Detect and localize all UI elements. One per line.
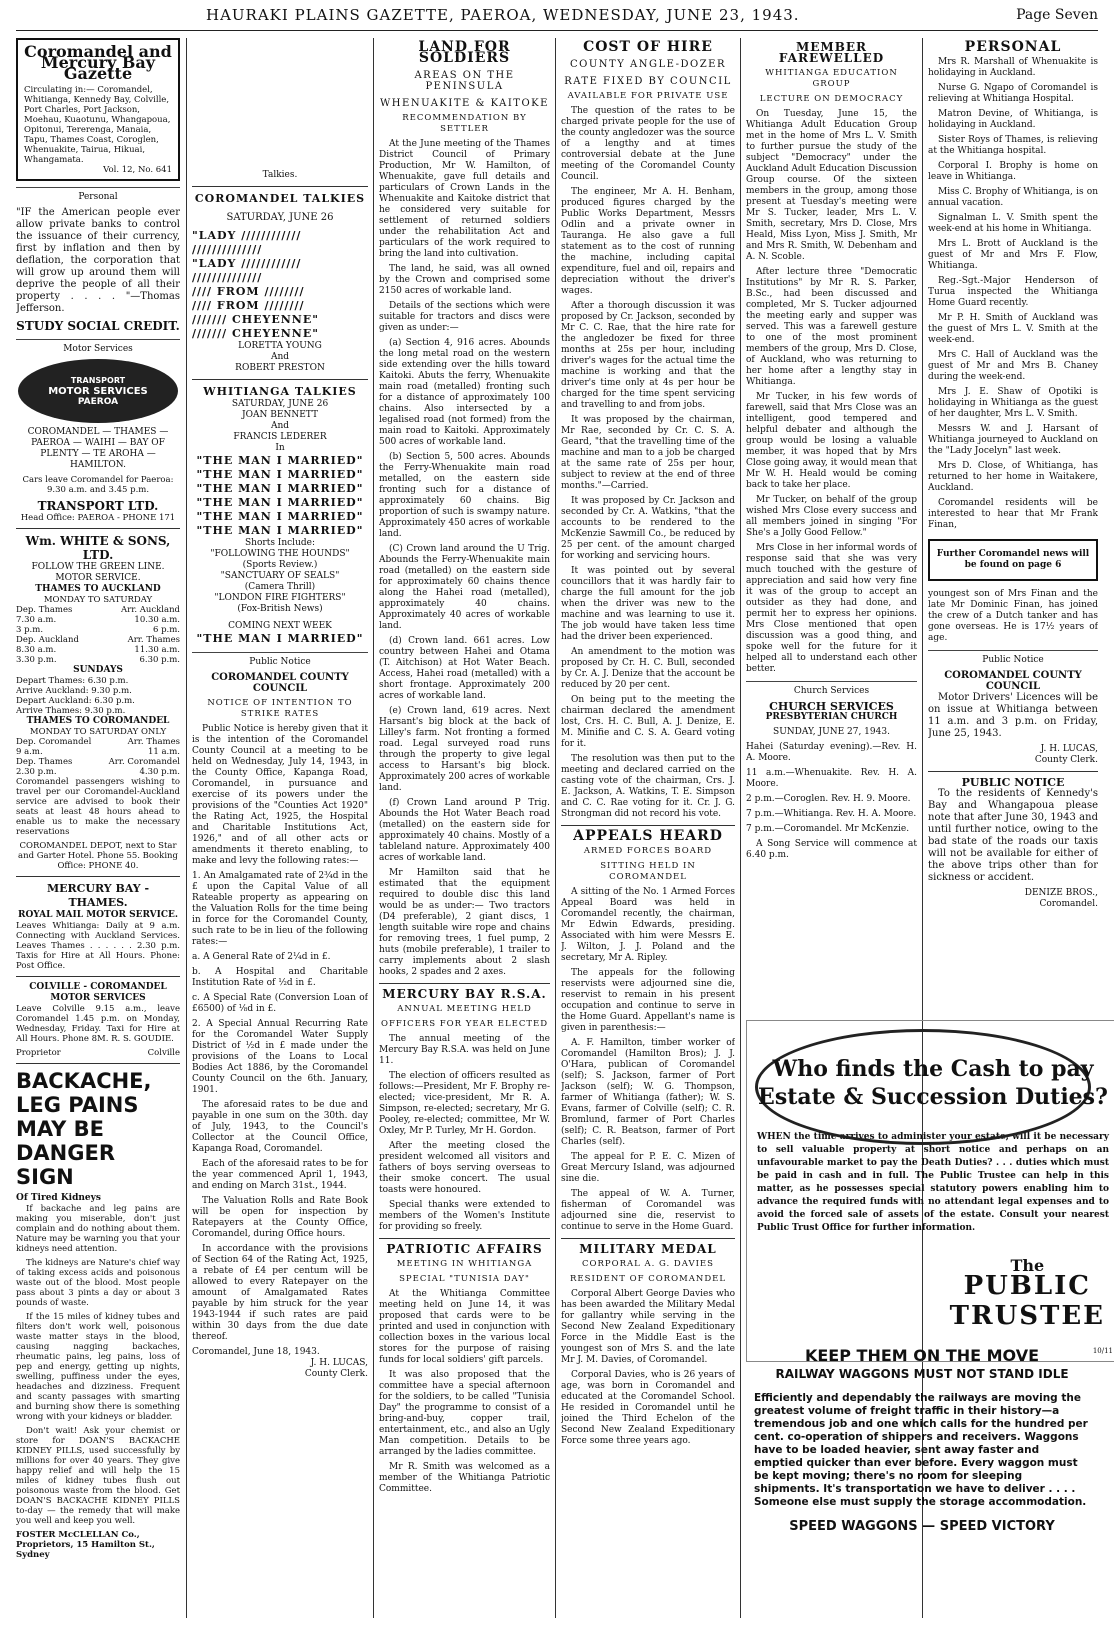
article-paragraph: On Tuesday, June 15, the Whitianga Adult Education Group met in the home of Mrs L. V. Smith to further pursue the study of the subject "Democracy" under the Auckland Adult Education Discussion Group course. Of the sixteen members in the group, among those present at Tuesday's meeting were Mr S. Tucker, leader, Mrs L. V. Smith, secretary, Mrs D. Close, Mrs Heald, Miss Lyon, Miss J. Smith, Mr and Mrs R. Smith, W. Debenham and A. N. Scoble.	[746, 109, 917, 262]
sundays-title: SUNDAYS	[73, 665, 123, 675]
column-3	[379, 38, 550, 1618]
article-paragraph: Mr Tucker, on behalf of the group wished Mrs Close every success and all members joined in singing "For She's a Jolly Good Fellow."	[746, 495, 917, 538]
article-paragraph: At the June meeting of the Thames District Council of Primary Production, Mr W. Hamilton, of Whenuakite, gave full details and particulars of Crown Lands in the Whenuakite and Kaitoke district that he considered very suitable for settlement of returned soldiers under the rehabilitation Act and particulars of the work required to bring the land into cultivation.	[379, 139, 550, 259]
article-headline: MEMBER FAREWELLED	[778, 40, 885, 65]
short-title: "SANCTUARY OF SEALS"	[220, 571, 340, 581]
council-title: COROMANDEL COUNTY COUNCIL	[211, 672, 349, 694]
page-number: Page Seven	[1016, 7, 1098, 23]
article-paragraph: It was proposed by the chairman, Mr Rae, seconded by Cr. C. S. A. Geard, "that the travelling time of the machine and man to a job be charged at the same rate of 25s per hour, subject to review at the end of three months."—Carried.	[561, 415, 735, 491]
film-title-line: "THE MAN I MARRIED"	[196, 454, 364, 467]
newspaper-title: HAURAKI PLAINS GAZETTE, PAEROA, WEDNESDAY, JUNE 23, 1943.	[206, 6, 800, 24]
personal-item: Mrs R. Marshall of Whenuakite is holidaying in Auckland.	[928, 57, 1098, 78]
foster-mcclellan: FOSTER McCLELLAN Co., Proprietors, 15 Hamilton St., Sydney	[16, 1530, 155, 1560]
notice-paragraph: The aforesaid rates to be due and payable in one sum on the 30th. day of July, 1943, to the Council's Collector at the Council Office, Kapanga Road, Coromandel.	[192, 1100, 368, 1154]
notice-paragraph: Each of the aforesaid rates to be for the year commenced April 1, 1943, and ending on March 31st., 1944.	[192, 1159, 368, 1191]
column-6	[928, 38, 1098, 1006]
personal-item: Coromandel residents will be interested to hear that Mr Frank Finan,	[928, 498, 1098, 530]
shorts-label: Shorts Include:	[245, 538, 315, 548]
article-paragraph: The land, he said, was all owned by the Crown and comprised some 2150 acres of workable land.	[379, 264, 550, 296]
sunday-time: Arrive Auckland: 9.30 p.m.	[16, 686, 132, 696]
article-paragraph: Mr R. Smith was welcomed as a member of the Whitianga Patriotic Committee.	[379, 1462, 550, 1494]
notice-paragraph: The Valuation Rolls and Rate Book will be open for inspection by Ratepayers at the County Office, Coromandel, during Office hours.	[192, 1196, 368, 1239]
service-item: A Song Service will commence at 6.40 p.m.	[746, 839, 917, 860]
notice-paragraph: In accordance with the provisions of Section 64 of the Rating Act, 1925, a rebate of £4 per centum will be allowed to every Ratepayer on the amount of Amalgamated Rates payable by him struck for the year 1943-1944 if such rates are paid within 30 days from the due date thereof.	[192, 1244, 368, 1342]
article-headline: LAND FOR SOLDIERS	[418, 39, 511, 66]
backache-paragraph: The kidneys are Nature's chief way of taking excess acids and poisonous waste out of the blood. Most people pass about 3 pints a day or about 3 pounds of waste.	[16, 1258, 180, 1308]
rate-item: b. A Hospital and Charitable Institution Rate of ½d in £.	[192, 967, 368, 988]
coromandel-talkies: COROMANDEL TALKIES	[194, 192, 366, 205]
film-title-line: "THE MAN I MARRIED"	[196, 496, 364, 509]
article-subhead: COUNTY ANGLE-DOZER	[570, 59, 726, 70]
rate-item: a. A General Rate of 2¼d in £.	[192, 952, 331, 962]
short-caption: (Sports Review.)	[242, 560, 318, 570]
signatory: J. H. LUCAS,	[1040, 744, 1098, 754]
public-trustee-logo	[949, 1256, 1105, 1331]
personal-item: Matron Devine, of Whitianga, is holidaying in Auckland.	[928, 109, 1098, 130]
article-subhead: RESIDENT OF COROMANDEL	[570, 1274, 726, 1284]
personal-item: Sister Roys of Thames, is relieving at the Whitianga hospital.	[928, 135, 1098, 156]
article-paragraph: It was also proposed that the committee have a special afternoon for the soldiers, to be called "Tunisia Day" the programme to consist of a bring-and-buy, copper trail, entertainment, etc., and also an Ugly Man competition. Details to be arranged by the ladies committee.	[379, 1370, 550, 1457]
article-paragraph: It was pointed out by several councillors that it was hardly fair to charge the full amount for the job when the driver was new to the machine and was learning to use it. The job would have taken less time had the driver been experienced.	[561, 566, 735, 642]
article-subhead: CORPORAL A. G. DAVIES	[582, 1259, 714, 1269]
personal-item: Mrs L. Brott of Auckland is the guest of Mr and Mrs F. Flow, Whitianga.	[928, 239, 1098, 271]
article-paragraph: Details of the sections which were suitable for tractors and discs were given as under:—	[379, 301, 550, 333]
notice-title: PUBLIC NOTICE	[961, 776, 1065, 789]
sched-label: Arr. Thames	[127, 635, 180, 645]
notice-date: Coromandel, June 18, 1943.	[192, 1347, 320, 1357]
thames-coromandel-title: THAMES TO COROMANDEL	[26, 716, 170, 726]
personal-item: Nurse G. Ngapo of Coromandel is relieving at Whitianga Hospital.	[928, 83, 1098, 104]
article-paragraph: (b) Section 5, 500 acres. Abounds the Ferry-Whenuakite main road metalled, on the eastern side fronting such for a distance of approximately 60 chains. Big proportion of such is swampy nature. Approximately 450 acres of workable land.	[379, 452, 550, 539]
study-social-credit: STUDY SOCIAL CREDIT.	[16, 319, 180, 333]
royal-mail-times: Leaves Whitianga: Daily at 9 a.m. Connecting with Auckland Services. Leaves Thames . . . . . . 2.30 p.m. Taxis for Hire at All Hours. Phone: Post Office.	[16, 921, 180, 971]
personal-item: Mrs C. Hall of Auckland was the guest of Mr and Mrs B. Chaney during the week-end.	[928, 350, 1098, 382]
article-paragraph: The resolution was then put to the meeting and declared carried on the casting vote of the chairman, Crs. J. E. Jackson, A. Watkins, T. E. Simpson and C. C. Rae voting for it. Cr. J. G. Strongman did not record his vote.	[561, 754, 735, 819]
ad-subhead: RAILWAY WAGGONS MUST NOT STAND IDLE	[775, 1367, 1069, 1381]
article-paragraph: (a) Section 4, 916 acres. Abounds the long metal road on the western side extending over the hills toward Kaitoki. Abuts the ferry, Whenuakite main road (metalled) fronting such for a distance of approximately 100 chains. Also intersected by a legalised road (not formed) from the main road to Kaitoki. Approximately 500 acres of workable land.	[379, 338, 550, 447]
sched-label: Arr. Thames	[127, 737, 180, 747]
sched-label: Dep. Coromandel	[16, 737, 92, 747]
column-5	[746, 38, 917, 1006]
transport-ltd: TRANSPORT LTD.	[37, 499, 159, 513]
article-subhead: AVAILABLE FOR PRIVATE USE	[567, 91, 729, 101]
article-paragraph: It was proposed by Cr. Jackson and seconded by Cr. A. Watkins, "that the accounts to be rendered to the McKenzie Sawmill Co., be reduced by 25 per cent. of the amount charged for working and servicing hours.	[561, 496, 735, 561]
route-text: COROMANDEL — THAMES — PAEROA — WAIHI — BAY OF PLENTY — TE AROHA — HAMILTON.	[27, 427, 169, 470]
film-title-line: "THE MAN I MARRIED"	[196, 468, 364, 481]
article-paragraph: After lecture three "Democratic Institutions" by Mr R. S. Parker, B.Sc., had been discussed and completed, Mr S. Tucker adjourned the meeting early and supper was served. This was a farewell gesture to one of the most prominent members of the group, Mrs D. Close, of Auckland, who was returning to her home after a lengthy stay in Whitianga.	[746, 267, 917, 387]
coming-next-week: COMING NEXT WEEK	[228, 621, 332, 631]
schedule-days: MONDAY TO SATURDAY	[43, 595, 153, 605]
service-item: 2 p.m.—Coroglen. Rev. H. 9. Moore.	[746, 794, 911, 804]
article-paragraph: (d) Crown land. 661 acres. Low country between Hahei and Otama (T. Aitchison) at Hot Water Beach. Access, Hahei road (metalled) with a short frontage. Approximately 200 acres of workable land.	[379, 636, 550, 701]
signatory-title: Coromandel.	[1039, 899, 1098, 909]
ad-headline: Estate & Succession Duties?	[758, 1084, 1108, 1110]
proprietor-town: Colville	[147, 1048, 180, 1058]
personal-item: youngest son of Mrs Finan and the late Mr Dominic Finan, has joined the crew of a Dutch tanker and has gone overseas. He is 17½ years of age.	[928, 589, 1098, 643]
booking-advice: Coromandel passengers wishing to travel per our Coromandel-Auckland service are advised to book their seats at least 48 hours ahead to enable us to make the necessary reservations	[16, 777, 180, 837]
film-title-line: "THE MAN I MARRIED"	[196, 632, 364, 645]
article-headline: MILITARY MEDAL	[579, 1242, 717, 1256]
article-subhead: SPECIAL "TUNISIA DAY"	[399, 1274, 530, 1284]
personal-item: Mrs D. Close, of Whitianga, has returned to her home in Waitakere, Auckland.	[928, 461, 1098, 493]
depot-info: COROMANDEL DEPOT, next to Star and Garter Hotel. Phone 55. Booking Office: PHONE 40.	[18, 841, 178, 871]
church-name: PRESBYTERIAN CHURCH	[765, 712, 898, 722]
film-title-line: /////// CHEYENNE"	[192, 327, 319, 340]
sched-time: 9 a.m.	[16, 747, 43, 757]
film-title-line: "THE MAN I MARRIED"	[196, 510, 364, 523]
ad-headline: KEEP THEM ON THE MOVE	[804, 1346, 1040, 1365]
film-title-line: "THE MAN I MARRIED"	[196, 482, 364, 495]
sched-label: Dep. Thames	[16, 757, 73, 767]
ad-body: Efficiently and dependably the railways are moving the greatest volume of freight traffic in their history—a tremendous job and one which calls for the hundred per cent. co-operation of shippers and receivers. Waggons have to be loaded heavier, sent away faster and emptied quicker than ever before. Every waggon must be kept moving; there's no room for sleeping shipments. It's transportation we have to deliver . . . . Someone else must supply the storage accommodation.	[754, 1392, 1088, 1508]
personal-item: Mrs J. E. Shaw of Opotiki is holidaying in Whitianga as the guest of her daughter, Mrs L. V. Smith.	[928, 387, 1098, 419]
public-trustee-ad	[746, 1020, 1114, 1365]
article-paragraph: After a thorough discussion it was proposed by Cr. Jackson, seconded by Mr C. C. Rae, that the hire rate for the angledozer be fixed for three months at 25s per hour, including driver's wages for the actual time the machine is working and that the driver's time only at 4s per hour be charged for the time spent servicing and travelling to and from jobs.	[561, 301, 735, 410]
short-caption: (Fox-British News)	[237, 604, 323, 614]
article-paragraph: Mrs Close in her informal words of response said that she was very much touched with the gesture of appreciation and said how very fine it was of the group to accept an outsider as they had done, and permit her to express her opinions. Mrs Close mentioned that open discussion was a good thing, and spoke well for the future for it helped all to understand each other better.	[746, 543, 917, 674]
article-paragraph: The appeal of W. A. Turner, fisherman of Coromandel was adjourned sine die, reservist to continue to serve in the Home Guard.	[561, 1189, 735, 1232]
notice-title: NOTICE OF INTENTION TO STRIKE RATES	[207, 698, 353, 719]
article-paragraph: Corporal Davies, who is 26 years of age, was born in Coromandel and educated at the Coromandel School. He resided in Coromandel until he joined the Third Echelon of the Second New Zealand Expeditionary Force some three years ago.	[561, 1370, 735, 1446]
section-label: Public Notice	[192, 652, 368, 668]
sunday-time: Depart Auckland: 6.30 p.m.	[16, 696, 135, 706]
article-headline: PATRIOTIC AFFAIRS	[386, 1242, 543, 1256]
sched-time: 4.30 p.m.	[139, 767, 180, 777]
section-label: Church Services	[746, 681, 917, 697]
personal-item: Corporal I. Brophy is home on leave in Whitianga.	[928, 161, 1098, 182]
short-title: "LONDON FIRE FIGHTERS"	[214, 593, 346, 603]
star-name: JOAN BENNETT	[242, 410, 318, 420]
service-item: 7 p.m.—Whitianga. Rev. H. A. Moore.	[746, 809, 917, 819]
signatory-title: County Clerk.	[304, 1369, 368, 1379]
logo-text: TRANSPORT	[70, 375, 126, 385]
screening-date: SATURDAY, JUNE 26	[231, 399, 329, 409]
article-subhead: SITTING HELD IN COROMANDEL	[600, 861, 696, 882]
railway-ad	[746, 1344, 1098, 1614]
article-paragraph: The appeals for the following reservists were adjourned sine die, reservist to remain in his present occupation and continue to serve in the Home Guard. Appellant's name is given in parenthesis:—	[561, 968, 735, 1033]
council-title: COROMANDEL COUNTY COUNCIL	[944, 670, 1082, 692]
article-paragraph: A sitting of the No. 1 Armed Forces Appeal Board was held in Coromandel recently, the chairman, Mr Edwin Edwards, presiding. Associated with him were Messrs E. J. Wilton, J. J. Poland and the secretary, Mr A. Ripley.	[561, 887, 735, 963]
personal-item: Mr P. H. Smith of Auckland was the guest of Mrs L. V. Smith at the week-end.	[928, 313, 1098, 345]
and-label: And	[270, 352, 290, 362]
departure-times: Cars leave Coromandel for Paeroa: 9.30 a.m. and 3.45 p.m.	[22, 475, 174, 495]
sched-time: 8.30 a.m.	[16, 645, 57, 655]
sched-time: 3 p.m.	[16, 625, 44, 635]
colville-times: Leave Colville 9.15 a.m., leave Coromandel 1.45 p.m. on Monday, Wednesday, Friday. Taxi for Hire at All Hours. Phone 8M. R. S. GOUDIE.	[16, 1004, 180, 1044]
article-subhead: ARMED FORCES BOARD	[583, 846, 713, 856]
section-label: Motor Services	[16, 339, 180, 355]
article-subhead: WHITIANGA EDUCATION GROUP	[765, 68, 898, 89]
head-office: Head Office: PAEROA - PHONE 171	[20, 513, 176, 523]
sched-time: 6 p.m.	[152, 625, 180, 635]
transport-logo	[18, 359, 178, 423]
article-paragraph: Mr Tucker, in his few words of farewell, said that Mrs Close was an intelligent, good tempered and helpful debater and although the group would be losing a valuable member, it was hoped that by Mrs Close going away, it would mean that Mr W. H. Heald would be coming back to take her place.	[746, 392, 917, 490]
volume-number: Vol. 12, No. 641	[103, 165, 172, 175]
section-label: Personal	[16, 187, 180, 203]
ad-footer: SPEED WAGGONS — SPEED VICTORY	[789, 1519, 1055, 1534]
article-subhead: WHENUAKITE & KAITOKE	[380, 98, 549, 109]
article-paragraph: (C) Crown land around the U Trig. Abounds the Ferry-Whenuakite main road (metalled) on the eastern side for approximately 60 chains thence along the Hahei road (metalled), approximately 40 chains. Approximately 40 acres of workable land.	[379, 544, 550, 631]
logo-text: The	[1010, 1256, 1045, 1275]
film-title-line: "THE MAN I MARRIED"	[196, 524, 364, 537]
film-title-line: /////// CHEYENNE"	[192, 313, 319, 326]
gazette-title: Coromandel and Mercury Bay Gazette	[24, 42, 172, 83]
proprietor-label: Proprietor	[16, 1048, 61, 1058]
sched-time: 11 a.m.	[147, 747, 180, 757]
sched-time: 3.30 p.m.	[16, 655, 57, 665]
in-label: In	[275, 443, 285, 453]
rate-item: 1. An Amalgamated rate of 2¾d in the £ upon the Capital Value of all Rateable property as appearing on the Valuation Rolls for the time being in force for the Coromandel County, such rate to be in lieu of the following rates:—	[192, 871, 368, 947]
whitianga-talkies: WHITIANGA TALKIES	[203, 385, 357, 398]
column-rule	[186, 38, 187, 1618]
star-name: ROBERT PRESTON	[235, 363, 325, 373]
personal-item: Miss C. Brophy of Whitianga, is on annual vacation.	[928, 187, 1098, 208]
film-title-line: //// FROM ////////	[192, 285, 305, 298]
schedule-days: MONDAY TO SATURDAY ONLY	[29, 727, 167, 737]
sunday-time: Arrive Thames: 9.30 p.m.	[16, 706, 126, 716]
article-subhead: ANNUAL MEETING HELD	[397, 1004, 532, 1014]
sunday-time: Depart Thames: 6.30 p.m.	[16, 676, 129, 686]
column-rule	[740, 38, 741, 1618]
sched-label: Dep. Auckland	[16, 635, 79, 645]
and-label: And	[270, 421, 290, 431]
sched-time: 7.30 a.m.	[16, 615, 57, 625]
church-title: CHURCH SERVICES	[769, 700, 894, 713]
personal-list	[928, 57, 1098, 531]
sched-label: Arr. Coromandel	[108, 757, 180, 767]
article-paragraph: The question of the rates to be charged private people for the use of the county angledozer was the source of a lengthy and at times controversial debate at the June meeting of the Coromandel County Council.	[561, 106, 735, 182]
further-news-box: Further Coromandel news will be found on page 6	[928, 539, 1098, 581]
article-paragraph: The annual meeting of the Mercury Bay R.S.A. was held on June 11.	[379, 1034, 550, 1066]
personal-item: Signalman L. V. Smith spent the week-end at his home in Whitianga.	[928, 213, 1098, 234]
article-paragraph: A. F. Hamilton, timber worker of Coromandel (Hamilton Bros); J. J. O'Hara, publican of Coromandel (self); S. Jackson, farmer of Port Jackson (self); W. G. Thompson, farmer of Whitianga (father); W. S. Evans, farmer of Colville (self); C. R. Bromlund, farmer of Port Charles (self); C. R. Beatson, farmer of Port Charles (self).	[561, 1038, 735, 1147]
service-item: 11 a.m.—Whenuakite. Rev. H. A. Moore.	[746, 768, 917, 789]
article-paragraph: An amendment to the motion was proposed by Cr. H. C. Bull, seconded by Cr. A. J. Denize that the account be reduced by 20 per cent.	[561, 647, 735, 690]
section-label: Public Notice	[928, 650, 1098, 666]
colville-title: COLVILLE - COROMANDEL MOTOR SERVICES	[29, 982, 167, 1003]
white-sons-title: Wm. WHITE & SONS, LTD.	[25, 534, 171, 562]
logo-text: PUBLIC	[963, 1271, 1091, 1301]
article-subhead: AREAS ON THE PENINSULA	[414, 70, 515, 92]
service-item: 7 p.m.—Coromandel. Mr McKenzie.	[746, 824, 910, 834]
star-name: FRANCIS LEDERER	[233, 432, 327, 442]
article-subhead: MEETING IN WHITIANGA	[396, 1259, 533, 1269]
signatory: DENIZE BROS.,	[1024, 888, 1098, 898]
film-title-line: //////////////	[192, 271, 263, 284]
notice-paragraph: To the residents of Kennedy's Bay and Whangapoua please note that after June 30, 1943 and until further notice, owing to the bad state of the roads our taxis will not be available for either of the above trips other than for sickness or accident.	[928, 788, 1098, 883]
short-title: "FOLLOWING THE HOUNDS"	[210, 549, 350, 559]
logo-text: TRUSTEE	[949, 1301, 1105, 1331]
screening-date: SATURDAY, JUNE 26	[226, 212, 334, 223]
service-date: SUNDAY, JUNE 27, 1943.	[773, 727, 890, 737]
article-paragraph: Special thanks were extended to members of the Women's Institute for providing so freely.	[379, 1200, 550, 1232]
ad-headline: Who finds the Cash to pay	[772, 1056, 1094, 1082]
signatory-title: County Clerk.	[1034, 755, 1098, 765]
sched-time: 11.30 a.m.	[134, 645, 180, 655]
article-headline: COST OF HIRE	[583, 39, 713, 55]
royal-mail-title: ROYAL MAIL MOTOR SERVICE.	[17, 910, 179, 920]
article-subhead: LECTURE ON DEMOCRACY	[759, 94, 904, 104]
sched-label: Dep. Thames	[16, 605, 73, 615]
article-headline: MERCURY BAY R.S.A.	[382, 987, 547, 1001]
signatory: J. H. LUCAS,	[310, 1358, 368, 1368]
star-name: LORETTA YOUNG	[238, 341, 322, 351]
article-paragraph: After the meeting closed the president welcomed all visitors and fathers of boys serving overseas to their smoke concert. The usual toasts were honoured.	[379, 1141, 550, 1195]
film-title-line: //// FROM ////////	[192, 299, 305, 312]
backache-paragraph: If the 15 miles of kidney tubes and filters don't work well, poisonous waste matter stays in the blood, causing nagging backaches, rheumatic pains, leg pains, loss of pep and energy, getting up nights, swelling, puffiness under the eyes, headaches and dizziness. Frequent and scanty passages with smarting and burning show there is something wrong with your kidneys or bladder.	[16, 1312, 180, 1422]
sched-time: 6.30 p.m.	[139, 655, 180, 665]
gazette-box	[16, 38, 180, 181]
article-paragraph: The appeal for P. E. C. Mizen of Great Mercury Island, was adjourned sine die.	[561, 1152, 735, 1184]
column-1	[16, 38, 180, 1618]
short-caption: (Camera Thrill)	[244, 582, 316, 592]
article-subhead: RATE FIXED BY COUNCIL	[564, 76, 732, 87]
backache-paragraph: If backache and leg pains are making you miserable, don't just complain and do nothing about them. Nature may be warning you that your kidneys need attention.	[16, 1204, 180, 1254]
article-paragraph: At the Whitianga Committee meeting held on June 14, it was proposed that cards were to be printed and used in conjunction with collection boxes in the various local stores for the purpose of raising funds for local soldiers' gift parcels.	[379, 1289, 550, 1365]
masthead	[16, 8, 1098, 31]
film-title-line: "LADY ////////////	[192, 257, 302, 270]
column-rule	[555, 38, 556, 1618]
article-paragraph: Mr Hamilton said that he estimated that the equipment required to double disc this land would be as under:— Two tractors (D4 preferable), 2 giant discs, 1 length suitable wire rope and chains for removing trees, 1 fuel pump, 2 huts (mobile preferable), 1 trailer to carry implements about 2 slash hooks, 2 spades and 2 axes.	[379, 868, 550, 977]
backache-subhead: Of Tired Kidneys	[16, 1193, 101, 1203]
article-subhead: RECOMMENDATION BY SETTLER	[402, 113, 527, 134]
jefferson-quote: "IF the American people ever allow private banks to control the issuance of their currency, first by inflation and then by deflation, the corporation that will grow up around them will deprive the people of all their property . . . . "—Thomas Jefferson.	[16, 207, 180, 314]
article-headline: APPEALS HEARD	[573, 828, 723, 844]
logo-text: PAEROA	[77, 396, 119, 407]
column-4	[561, 38, 735, 1618]
thames-auckland-title: THAMES TO AUCKLAND	[35, 584, 161, 594]
green-line: FOLLOW THE GREEN LINE. MOTOR SERVICE.	[31, 562, 165, 583]
article-paragraph: (e) Crown land, 619 acres. Next Harsant's big block at the back of Lilley's farm. Not fronting a formed road. Legal surveyed road runs through the property to give legal access to Harsant's big block. Approximately 200 acres of workable land.	[379, 706, 550, 793]
article-paragraph: The engineer, Mr A. H. Benham, produced figures charged by the Public Works Department, Messrs Odlin and a private owner in Tauranga. He also gave a full statement as to the cost of running the machine, including capital expenditure, fuel and oil, repairs and depreciation without the driver's wages.	[561, 187, 735, 296]
ad-code: 10/11	[1092, 1347, 1113, 1355]
column-2	[192, 38, 368, 1618]
backache-headline: BACKACHE, LEG PAINS MAY BE DANGER SIGN	[16, 1069, 152, 1189]
notice-paragraph: Public Notice is hereby given that it is the intention of the Coromandel County Council at a meeting to be held on Wednesday, July 14, 1943, in the County Office, Kapanga Road, Coromandel, in pursuance and exercise of its powers under the provisions of the "Counties Act 1920" the Rating Act, 1925, the Hospital and Charitable Institutions Act, 1926," and of all other acts or amendments it thereto enabling, to make and levy the following rates:—	[192, 724, 368, 866]
personal-item: Reg.-Sgt.-Major Henderson of Turua inspected the Whitianga Home Guard recently.	[928, 276, 1098, 308]
notice-paragraph: Motor Drivers' Licences will be on issue at Whitianga between 11 a.m. and 3 p.m. on Friday, June 25, 1943.	[928, 692, 1098, 739]
ad-body: WHEN the time arrives to administer your estate, will it be necessary to sell valuable property at short notice and perhaps on an unfavourable market to pay the Death Duties? . . . duties which must be paid in cash and in full. The Public Trustee can help in this matter, as he possesses special statutory powers enabling him to advance the required funds with no attendant legal expenses and to avoid the forced sale of assets of the estate. Consult your nearest Public Trust Office for further information.	[757, 1132, 1109, 1233]
article-paragraph: (f) Crown Land around P Trig. Abounds the Hot Water Beach road (metalled) on the eastern side for approximately 40 chains. Mostly of a tableland nature. Approximately 400 acres of workable land.	[379, 798, 550, 863]
rate-item: 2. A Special Annual Recurring Rate for the Coromandel Water Supply District of ½d in £ made under the provisions of the Loans to Local Bodies Act 1886, by the Coromandel County Council on the 6th. January, 1901.	[192, 1019, 368, 1095]
circulation-text: Circulating in:— Coromandel, Whitianga, Kennedy Bay, Colville, Port Charles, Port Jackson, Moehau, Kuaotunu, Whangapoua, Opitonui, Tererenga, Manaia, Tapu, Thames Coast, Coroglen, Whenuakite, Tairua, Hikuai, Whangamata.	[24, 85, 171, 165]
personal-item: Messrs W. and J. Harsant of Whitianga journeyed to Auckland on the "Lady Jocelyn" last week.	[928, 424, 1098, 456]
article-subhead: OFFICERS FOR YEAR ELECTED	[380, 1019, 549, 1029]
mercury-bay-title: MERCURY BAY - THAMES.	[46, 882, 150, 909]
backache-paragraph: Don't wait! Ask your chemist or store for DOAN'S BACKACHE KIDNEY PILLS, used successfully by millions for over 40 years. They give happy relief and will help the 15 miles of kidney tubes flush out poisonous waste from the blood. Get DOAN'S BACKACHE KIDNEY PILLS to-day — the remedy that will make you well and keep you well.	[16, 1426, 180, 1526]
article-paragraph: On being put to the meeting the chairman declared the amendment lost, Crs. H. C. Bull, A. J. Denize, E. M. Minifie and C. S. A. Geard voting for it.	[561, 695, 735, 749]
sched-time: 10.30 a.m.	[134, 615, 180, 625]
service-item: Hahei (Saturday evening).—Rev. H. A. Moore.	[746, 742, 917, 763]
logo-text: MOTOR SERVICES	[48, 385, 148, 397]
column-rule	[373, 38, 374, 1618]
sched-label: Arr. Auckland	[121, 605, 180, 615]
article-paragraph: The election of officers resulted as follows:—President, Mr F. Brophy re-elected; vice-president, Mr R. A. Simpson, re-elected; secretary, Mr G. Pooley, re-elected; committee, Mr W. Oxley, Mr P. Turley, Mr H. Gordon.	[379, 1071, 550, 1136]
article-paragraph: Corporal Albert George Davies who has been awarded the Military Medal for gallantry while serving in the Second New Zealand Expeditionary Force in the Middle East is the youngest son of Mrs S. and the late Mr J. M. Davies, of Coromandel.	[561, 1289, 735, 1365]
rate-item: c. A Special Rate (Conversion Loan of £6500) of ⅛d in £.	[192, 993, 368, 1014]
sched-time: 2.30 p.m.	[16, 767, 57, 777]
article-headline: PERSONAL	[964, 39, 1062, 55]
film-title-line: //////////////	[192, 243, 263, 256]
section-label: Talkies.	[262, 170, 298, 180]
film-title-line: "LADY ////////////	[192, 229, 302, 242]
